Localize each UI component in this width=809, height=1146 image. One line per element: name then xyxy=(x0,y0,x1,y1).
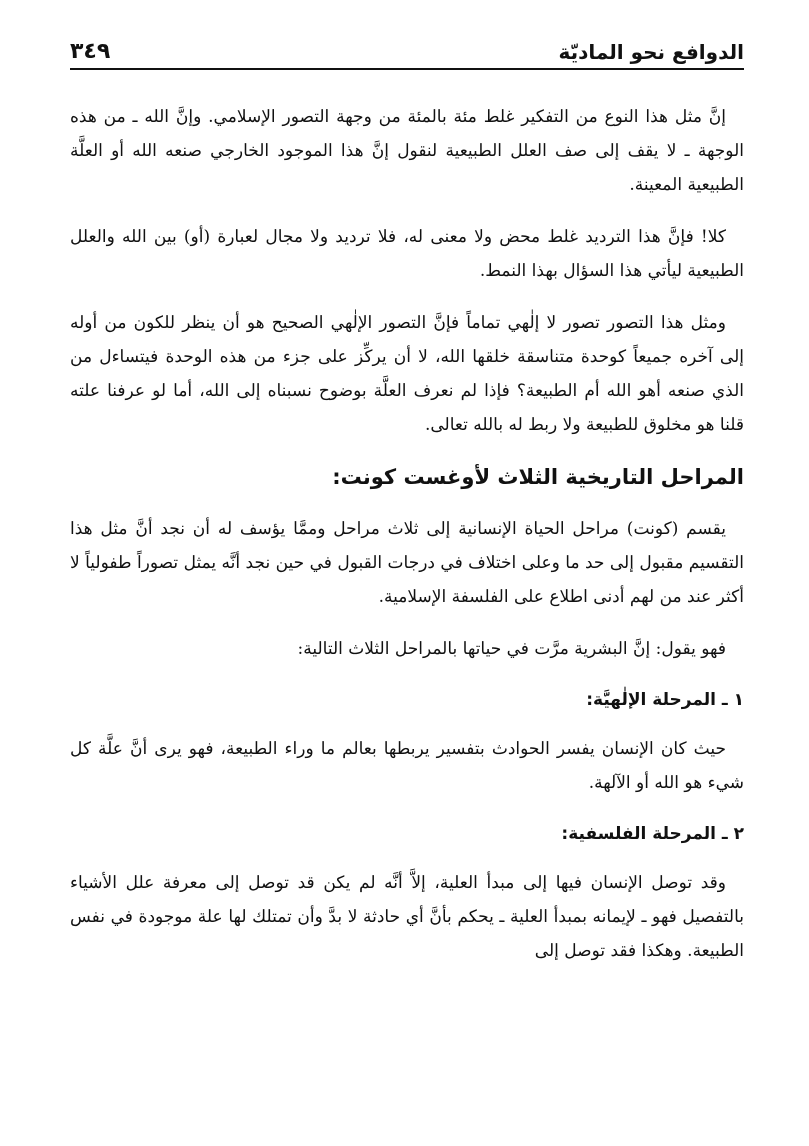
paragraph-7: وقد توصل الإنسان فيها إلى مبدأ العلية، إلاَّ أنَّه لم يكن قد توصل إلى معرفة علل الأشياء بالتفصيل فهو ـ لإيمانه بمبدأ العلية ـ يحكم بأنَّ أي حادثة لا بدَّ وأن تمتلك لها علة موجودة في نفس الطبيعة. وهكذا فقد توصل إلى xyxy=(70,873,744,961)
page-number: ٣٤٩ xyxy=(70,39,111,64)
paragraph-1: إنَّ مثل هذا النوع من التفكير غلط مئة بالمئة من وجهة التصور الإسلامي. وإنَّ الله ـ من هذه الوجهة ـ لا يقف إلى صف العلل الطبيعية لنقول إنَّ هذا الموجود الخارجي صنعه الله أو العلَّة الطبيعية المعينة. xyxy=(70,107,744,195)
section-heading: المراحل التاريخية الثلاث لأوغست كونت: xyxy=(332,465,744,489)
paragraph-2: كلا! فإنَّ هذا الترديد غلط محض ولا معنى له، فلا ترديد ولا مجال لعبارة (أو) بين الله والعلل الطبيعية ليأتي هذا السؤال بهذا النمط. xyxy=(70,227,744,281)
page-body xyxy=(70,100,744,968)
paragraph-3: ومثل هذا التصور تصور لا إلٰهي تماماً فإنَّ التصور الإلٰهي الصحيح هو أن ينظر للكون من أوله إلى آخره جميعاً كوحدة متناسقة خلقها الله، لا أن يركِّز على جزء من هذه الوحدة فيتساءل من الذي صنعه أهو الله أم الطبيعة؟ فإذا لم نعرف العلَّة بوضوح نسبناه إلى الله، أما لو عرفنا علته قلنا هو مخلوق للطبيعة ولا ربط له بالله تعالى. xyxy=(70,313,744,435)
paragraph-5: فهو يقول: إنَّ البشرية مرَّت في حياتها بالمراحل الثلاث التالية: xyxy=(297,639,726,659)
subheading-philosophical-stage: ٢ ـ المرحلة الفلسفية: xyxy=(561,824,744,844)
subheading-theological-stage: ١ ـ المرحلة الإلٰهيَّة: xyxy=(586,690,744,710)
running-title: الدوافع نحو الماديّة xyxy=(558,40,744,64)
paragraph-4: يقسم (كونت) مراحل الحياة الإنسانية إلى ثلاث مراحل وممَّا يؤسف له أن نجد أنَّ مثل هذا التقسيم مقبول إلى حد ما وعلى اختلاف في درجات القبول في حين نجد أنَّه يمثل تصوراً طفولياً لا أكثر عند من لهم أدنى اطلاع على الفلسفة الإسلامية. xyxy=(70,519,744,607)
page-header xyxy=(70,28,744,70)
paragraph-6: حيث كان الإنسان يفسر الحوادث بتفسير يربطها بعالم ما وراء الطبيعة، فهو يرى أنَّ علَّة كل شيء هو الله أو الآلهة. xyxy=(70,739,744,793)
